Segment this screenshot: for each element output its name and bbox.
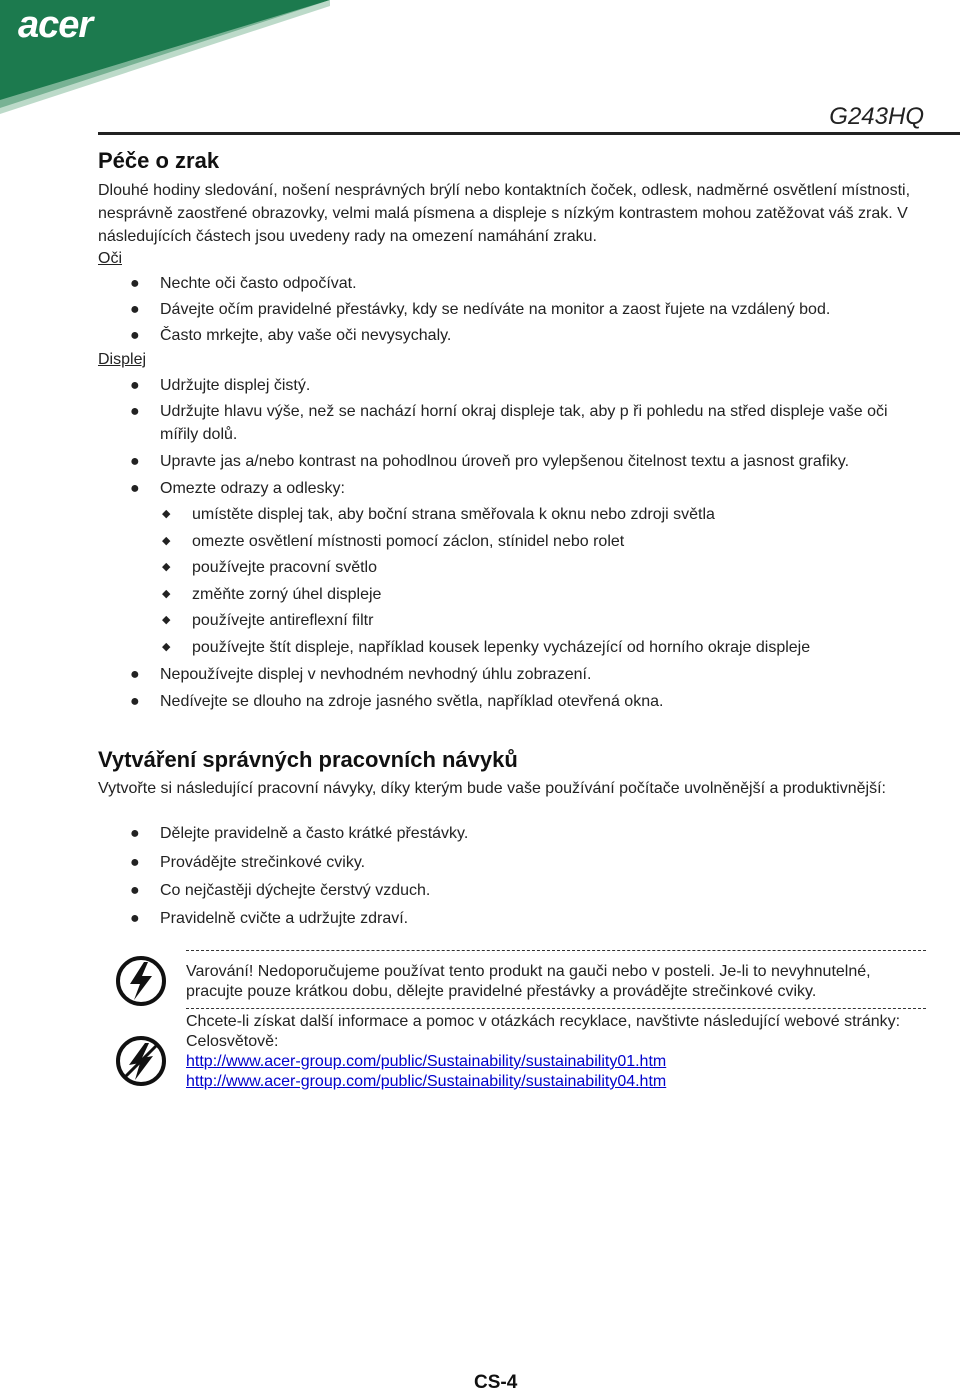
bullet-icon: ● — [130, 910, 140, 927]
diamond-bullet-icon: ◆ — [162, 614, 171, 626]
eye-care-intro: Dlouhé hodiny sledování, nošení nesprávných brýlí nebo kontaktních čoček, odlesk, nadměrné osvětlení místnosti, nesprávně zaostřené obrazovky, velmi malá písmena a displeje s nízkým kontrastem mohou zatěžovat váš zrak. V následujících částech jsou uvedeny rady na omezení namáhání zraku. — [98, 182, 911, 245]
diamond-bullet-icon: ◆ — [162, 561, 171, 573]
recycling-info-note — [186, 1012, 926, 1092]
diamond-bullet-icon: ◆ — [162, 588, 171, 600]
bullet-icon: ● — [130, 403, 140, 420]
dashed-divider — [186, 950, 926, 951]
acer-logo: acer — [18, 4, 93, 46]
bullet-icon: ● — [130, 693, 140, 710]
warning-lightning-icon — [114, 954, 168, 1008]
bullet-icon: ● — [130, 666, 140, 683]
worldwide-label: Celosvětově: — [186, 1033, 279, 1050]
bullet-icon: ● — [130, 480, 140, 497]
sustainability-link-2[interactable]: http://www.acer-group.com/public/Sustainability/sustainability04.htm — [186, 1073, 667, 1090]
recycling-info-text: Chcete-li získat další informace a pomoc v otázkách recyklace, navštivte následující webové stránky: — [186, 1013, 901, 1030]
diamond-bullet-icon: ◆ — [162, 508, 171, 520]
bullet-icon: ● — [130, 854, 140, 871]
display-heading: Displej — [98, 351, 147, 368]
warning-note: Varování! Nedoporučujeme používat tento produkt na gauči nebo v posteli. Je-li to nevyhnutelné, pracujte pouze krátkou dobu, dělejte pravidelné přestávky a provádějte strečinkové cviky. — [186, 963, 871, 1000]
section-title-eye-care: Péče o zrak — [98, 148, 220, 173]
sustainability-link-1[interactable]: http://www.acer-group.com/public/Sustainability/sustainability01.htm — [186, 1053, 667, 1070]
bullet-icon: ● — [130, 882, 140, 899]
bullet-icon: ● — [130, 275, 140, 292]
section-title-work-habits: Vytváření správných pracovních návyků — [98, 747, 518, 772]
recycling-info-icon — [114, 1034, 168, 1088]
model-name: G243HQ — [829, 103, 924, 130]
diamond-bullet-icon: ◆ — [162, 641, 171, 653]
bullet-icon: ● — [130, 327, 140, 344]
bullet-icon: ● — [130, 825, 140, 842]
page-number: CS-4 — [474, 1372, 518, 1393]
bullet-icon: ● — [130, 377, 140, 394]
header-divider — [98, 132, 960, 135]
work-habits-intro: Vytvořte si následující pracovní návyky, díky kterým bude vaše používání počítače uvolněnější a produktivnější: — [98, 780, 886, 797]
eyes-heading: Oči — [98, 250, 122, 267]
bullet-icon: ● — [130, 301, 140, 318]
bullet-icon: ● — [130, 453, 140, 470]
dashed-divider — [186, 1008, 926, 1009]
diamond-bullet-icon: ◆ — [162, 535, 171, 547]
